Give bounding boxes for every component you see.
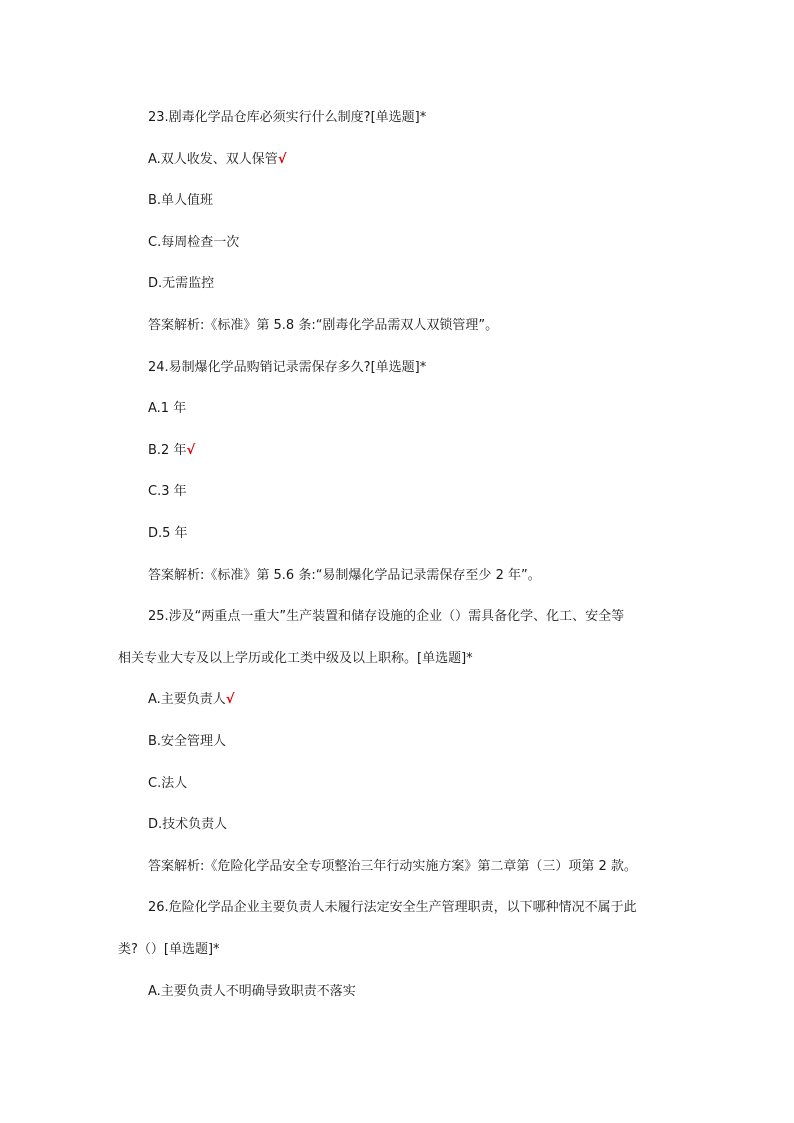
question-25-text-line2: 相关专业大专及以上学历或化工类中级及以上职称。[单选题]* <box>118 651 473 666</box>
question-23-text: 23.剧毒化学品仓库必须实行什么制度?[单选题]* <box>148 110 427 125</box>
q23-option-b: B.单人值班 <box>148 193 214 208</box>
q25-answer-analysis: 答案解析:《危险化学品安全专项整治三年行动实施方案》第二章第（三）项第 2 款。 <box>148 859 637 874</box>
question-24-text: 24.易制爆化学品购销记录需保存多久?[单选题]* <box>148 360 427 375</box>
q23-option-a <box>148 150 286 170</box>
q24-answer-analysis: 答案解析:《标准》第 5.6 条:“易制爆化学品记录需保存至少 2 年”。 <box>148 568 541 583</box>
q25-option-a <box>148 690 234 710</box>
q24-option-b <box>148 441 195 461</box>
checkmark-icon: √ <box>186 443 196 458</box>
q24-option-c: C.3 年 <box>148 484 187 499</box>
q25-option-b: B.安全管理人 <box>148 734 227 749</box>
question-26-text-line2: 类?（）[单选题]* <box>118 942 220 957</box>
q23-answer-analysis: 答案解析:《标准》第 5.8 条:“剧毒化学品需双人双锁管理”。 <box>148 318 499 333</box>
question-25-text-line1: 25.涉及“两重点一重大”生产装置和储存设施的企业（）需具备化学、化工、安全等 <box>148 609 625 624</box>
option-label: A.双人收发、双人保管 <box>148 152 278 167</box>
checkmark-icon: √ <box>225 692 235 707</box>
question-26-text-line1: 26.危险化学品企业主要负责人未履行法定安全生产管理职责，以下哪种情况不属于此 <box>148 900 637 915</box>
q25-option-c: C.法人 <box>148 776 188 791</box>
checkmark-icon: √ <box>277 152 287 167</box>
q23-option-d: D.无需监控 <box>148 276 215 291</box>
q25-option-d: D.技术负责人 <box>148 817 228 832</box>
option-label: B.2 年 <box>148 443 187 458</box>
q24-option-a: A.1 年 <box>148 401 187 416</box>
option-label: A.主要负责人 <box>148 692 226 707</box>
q26-option-a: A.主要负责人不明确导致职责不落实 <box>148 984 356 999</box>
q24-option-d: D.5 年 <box>148 526 188 541</box>
q23-option-c: C.每周检查一次 <box>148 235 240 250</box>
